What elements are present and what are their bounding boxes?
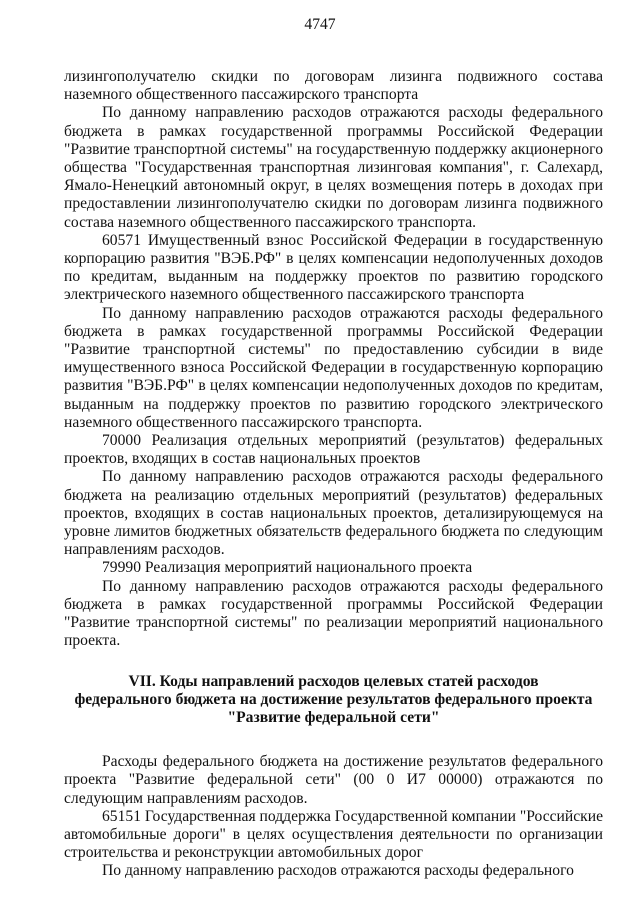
section-heading-line: "Развитие федеральной сети": [227, 708, 440, 726]
expense-code-60571: 60571 Имущественный взнос Российской Федерации в государственную корпорацию развития "ВЭБ.РФ" в целях компенсации недополученных доходов по кредитам, выданным на поддержку проектов по развитию городского электрического наземного общественного пассажирского транспорта: [64, 231, 603, 304]
section-heading-line: VII. Коды направлений расходов целевых статей расходов: [128, 672, 539, 690]
paragraph: По данному направлению расходов отражаются расходы федерального бюджета в рамках государственной программы Российской Федерации "Развитие транспортной системы" на государственную поддержку акционерного общества "Государственная транспортная лизинговая компания", г. Салехард, Ямало-Ненецкий автономный округ, в целях возмещения потерь в доходах при предоставлении лизингополучателю скидки по договорам лизинга подвижного состава наземного общественного пассажирского транспорта.: [64, 104, 603, 231]
section-heading: [64, 673, 603, 728]
paragraph: Расходы федерального бюджета на достижение результатов федерального проекта "Развитие федеральной сети" (00 0 И7 00000) отражаются по следующим направлениям расходов.: [64, 753, 603, 807]
paragraph: По данному направлению расходов отражаются расходы федерального бюджета в рамках государственной программы Российской Федерации "Развитие транспортной системы" по реализации мероприятий национального проекта.: [64, 577, 603, 650]
expense-code-70000: 70000 Реализация отдельных мероприятий (результатов) федеральных проектов, входящих в состав национальных проектов: [64, 432, 603, 468]
document-body: [64, 68, 603, 881]
paragraph-truncated: По данному направлению расходов отражаются расходы федерального: [102, 862, 574, 880]
expense-code-79990: 79990 Реализация мероприятий национального проекта: [102, 559, 473, 577]
section-heading-line: федерального бюджета на достижение результатов федерального проекта: [74, 690, 593, 708]
paragraph: По данному направлению расходов отражаются расходы федерального бюджета в рамках государственной программы Российской Федерации "Развитие транспортной системы" по предоставлению субсидии в виде имущественного взноса Российской Федерации в государственную корпорацию развития "ВЭБ.РФ" в целях компенсации недополученных доходов по кредитам, выданным на поддержку проектов по развитию городского электрического наземного общественного пассажирского транспорта.: [64, 304, 603, 431]
expense-code-65151: 65151 Государственная поддержка Государственной компании "Российские автомобильные дороги" в целях осуществления деятельности по организации строительства и реконструкции автомобильных дорог: [64, 807, 603, 862]
page-number: 4747: [304, 16, 336, 33]
paragraph-continuation: лизингополучателю скидки по договорам лизинга подвижного состава наземного общественного пассажирского транспорта: [64, 68, 603, 104]
paragraph: По данному направлению расходов отражаются расходы федерального бюджета на реализацию отдельных мероприятий (результатов) федеральных проектов, входящих в состав национальных проектов, детализирующемуся на уровне лимитов бюджетных обязательств федерального бюджета по следующим направлениям расходов.: [64, 468, 603, 559]
